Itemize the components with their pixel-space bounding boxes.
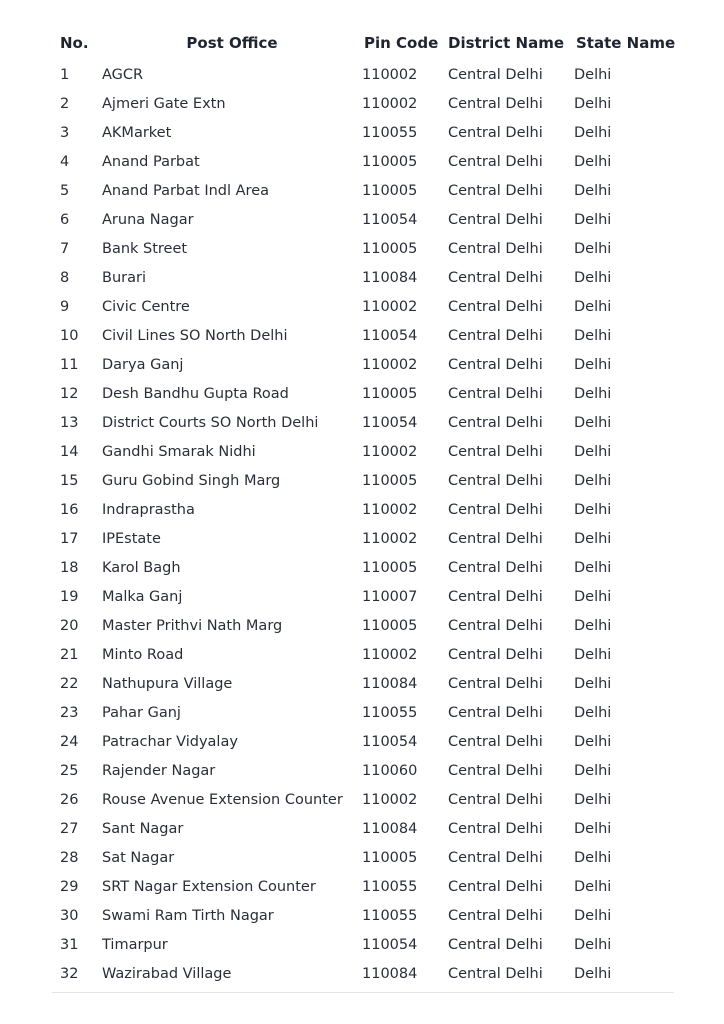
table-row [52, 350, 674, 379]
table-row [52, 640, 674, 669]
cell-pin-code: 110002 [362, 501, 418, 518]
cell-pin-code: 110005 [362, 385, 418, 402]
table-row [52, 669, 674, 698]
cell-state-name: Delhi [574, 95, 612, 112]
cell-district-name: Central Delhi [448, 588, 543, 605]
cell-no: 11 [60, 356, 79, 373]
table-row [52, 785, 674, 814]
cell-no: 27 [60, 820, 79, 837]
cell-no: 18 [60, 559, 79, 576]
cell-post-office: Pahar Ganj [102, 704, 181, 721]
cell-district-name: Central Delhi [448, 762, 543, 779]
cell-pin-code: 110055 [362, 704, 418, 721]
cell-state-name: Delhi [574, 588, 612, 605]
cell-post-office: Rouse Avenue Extension Counter [102, 791, 343, 808]
cell-pin-code: 110002 [362, 298, 418, 315]
cell-post-office: Malka Ganj [102, 588, 183, 605]
cell-pin-code: 110002 [362, 443, 418, 460]
cell-district-name: Central Delhi [448, 472, 543, 489]
cell-post-office: Patrachar Vidyalay [102, 733, 238, 750]
cell-pin-code: 110002 [362, 356, 418, 373]
cell-post-office: Guru Gobind Singh Marg [102, 472, 281, 489]
cell-no: 6 [60, 211, 70, 228]
cell-pin-code: 110055 [362, 907, 418, 924]
cell-state-name: Delhi [574, 66, 612, 83]
cell-state-name: Delhi [574, 240, 612, 257]
cell-post-office: Anand Parbat [102, 153, 200, 170]
cell-state-name: Delhi [574, 530, 612, 547]
cell-district-name: Central Delhi [448, 675, 543, 692]
table-row [52, 611, 674, 640]
cell-state-name: Delhi [574, 443, 612, 460]
cell-pin-code: 110005 [362, 240, 418, 257]
cell-post-office: Indraprastha [102, 501, 195, 518]
table-row [52, 553, 674, 582]
cell-state-name: Delhi [574, 269, 612, 286]
cell-post-office: Civil Lines SO North Delhi [102, 327, 288, 344]
table-row [52, 466, 674, 495]
cell-post-office: Swami Ram Tirth Nagar [102, 907, 274, 924]
table-bottom-divider [52, 992, 674, 993]
cell-pin-code: 110005 [362, 153, 418, 170]
cell-no: 28 [60, 849, 79, 866]
cell-pin-code: 110054 [362, 327, 418, 344]
cell-pin-code: 110005 [362, 472, 418, 489]
cell-no: 2 [60, 95, 70, 112]
cell-district-name: Central Delhi [448, 617, 543, 634]
table-row [52, 147, 674, 176]
cell-district-name: Central Delhi [448, 820, 543, 837]
cell-post-office: Burari [102, 269, 146, 286]
cell-state-name: Delhi [574, 965, 612, 982]
cell-pin-code: 110007 [362, 588, 418, 605]
cell-state-name: Delhi [574, 211, 612, 228]
cell-district-name: Central Delhi [448, 849, 543, 866]
cell-pin-code: 110005 [362, 617, 418, 634]
table-body [52, 60, 674, 988]
cell-pin-code: 110002 [362, 791, 418, 808]
cell-state-name: Delhi [574, 327, 612, 344]
cell-district-name: Central Delhi [448, 298, 543, 315]
cell-state-name: Delhi [574, 849, 612, 866]
table-header [52, 26, 674, 60]
cell-post-office: District Courts SO North Delhi [102, 414, 319, 431]
cell-district-name: Central Delhi [448, 240, 543, 257]
cell-state-name: Delhi [574, 472, 612, 489]
cell-post-office: Civic Centre [102, 298, 190, 315]
cell-pin-code: 110055 [362, 124, 418, 141]
cell-post-office: Karol Bagh [102, 559, 181, 576]
cell-no: 14 [60, 443, 79, 460]
cell-no: 31 [60, 936, 79, 953]
cell-pin-code: 110054 [362, 936, 418, 953]
cell-state-name: Delhi [574, 704, 612, 721]
table-row [52, 321, 674, 350]
cell-no: 8 [60, 269, 70, 286]
cell-pin-code: 110060 [362, 762, 418, 779]
cell-state-name: Delhi [574, 385, 612, 402]
cell-district-name: Central Delhi [448, 414, 543, 431]
table-row [52, 930, 674, 959]
cell-pin-code: 110084 [362, 965, 418, 982]
table-row [52, 89, 674, 118]
table-row [52, 843, 674, 872]
cell-district-name: Central Delhi [448, 878, 543, 895]
cell-post-office: Timarpur [102, 936, 168, 953]
cell-no: 26 [60, 791, 79, 808]
cell-no: 23 [60, 704, 79, 721]
table-row [52, 727, 674, 756]
cell-district-name: Central Delhi [448, 646, 543, 663]
table-row [52, 437, 674, 466]
header-state-name: State Name [576, 34, 676, 52]
cell-post-office: IPEstate [102, 530, 161, 547]
cell-district-name: Central Delhi [448, 965, 543, 982]
cell-state-name: Delhi [574, 791, 612, 808]
header-district-name: District Name [448, 34, 564, 52]
cell-no: 3 [60, 124, 70, 141]
cell-pin-code: 110054 [362, 733, 418, 750]
table-row [52, 524, 674, 553]
cell-no: 13 [60, 414, 79, 431]
cell-state-name: Delhi [574, 646, 612, 663]
cell-district-name: Central Delhi [448, 95, 543, 112]
cell-district-name: Central Delhi [448, 530, 543, 547]
cell-district-name: Central Delhi [448, 907, 543, 924]
table-row [52, 698, 674, 727]
cell-district-name: Central Delhi [448, 385, 543, 402]
cell-post-office: Aruna Nagar [102, 211, 194, 228]
cell-state-name: Delhi [574, 153, 612, 170]
cell-state-name: Delhi [574, 182, 612, 199]
cell-pin-code: 110005 [362, 182, 418, 199]
table-row [52, 205, 674, 234]
cell-pin-code: 110054 [362, 211, 418, 228]
table-row [52, 60, 674, 89]
cell-pin-code: 110002 [362, 530, 418, 547]
cell-no: 12 [60, 385, 79, 402]
cell-post-office: Bank Street [102, 240, 188, 257]
table-row [52, 234, 674, 263]
cell-no: 32 [60, 965, 79, 982]
header-row [52, 26, 674, 60]
table-row [52, 901, 674, 930]
cell-no: 29 [60, 878, 79, 895]
cell-no: 4 [60, 153, 70, 170]
table-row [52, 176, 674, 205]
cell-no: 16 [60, 501, 79, 518]
cell-district-name: Central Delhi [448, 327, 543, 344]
table-row [52, 118, 674, 147]
cell-pin-code: 110005 [362, 849, 418, 866]
cell-post-office: SRT Nagar Extension Counter [102, 878, 316, 895]
cell-state-name: Delhi [574, 356, 612, 373]
table-row [52, 263, 674, 292]
cell-state-name: Delhi [574, 907, 612, 924]
cell-district-name: Central Delhi [448, 704, 543, 721]
cell-state-name: Delhi [574, 820, 612, 837]
cell-district-name: Central Delhi [448, 124, 543, 141]
cell-district-name: Central Delhi [448, 356, 543, 373]
cell-post-office: Rajender Nagar [102, 762, 216, 779]
cell-post-office: AKMarket [102, 124, 172, 141]
table-row [52, 379, 674, 408]
cell-state-name: Delhi [574, 733, 612, 750]
header-pin-code: Pin Code [364, 34, 439, 52]
cell-district-name: Central Delhi [448, 443, 543, 460]
cell-post-office: Desh Bandhu Gupta Road [102, 385, 289, 402]
cell-no: 19 [60, 588, 79, 605]
cell-no: 9 [60, 298, 70, 315]
cell-no: 21 [60, 646, 79, 663]
cell-post-office: Sant Nagar [102, 820, 184, 837]
cell-post-office: Nathupura Village [102, 675, 233, 692]
table-row [52, 756, 674, 785]
cell-district-name: Central Delhi [448, 211, 543, 228]
cell-state-name: Delhi [574, 617, 612, 634]
cell-post-office: AGCR [102, 66, 144, 83]
cell-no: 20 [60, 617, 79, 634]
cell-pin-code: 110055 [362, 878, 418, 895]
header-post-office: Post Office [186, 34, 278, 52]
cell-state-name: Delhi [574, 559, 612, 576]
table-row [52, 408, 674, 437]
cell-district-name: Central Delhi [448, 791, 543, 808]
cell-no: 5 [60, 182, 70, 199]
cell-pin-code: 110002 [362, 95, 418, 112]
cell-state-name: Delhi [574, 414, 612, 431]
cell-pin-code: 110084 [362, 269, 418, 286]
cell-post-office: Master Prithvi Nath Marg [102, 617, 283, 634]
post-office-table-container [52, 26, 674, 993]
cell-post-office: Anand Parbat Indl Area [102, 182, 269, 199]
cell-post-office: Sat Nagar [102, 849, 175, 866]
cell-state-name: Delhi [574, 762, 612, 779]
cell-pin-code: 110054 [362, 414, 418, 431]
cell-district-name: Central Delhi [448, 559, 543, 576]
cell-no: 15 [60, 472, 79, 489]
cell-pin-code: 110084 [362, 820, 418, 837]
cell-district-name: Central Delhi [448, 936, 543, 953]
cell-no: 25 [60, 762, 79, 779]
cell-post-office: Minto Road [102, 646, 184, 663]
cell-no: 10 [60, 327, 79, 344]
cell-district-name: Central Delhi [448, 66, 543, 83]
cell-state-name: Delhi [574, 675, 612, 692]
cell-post-office: Ajmeri Gate Extn [102, 95, 226, 112]
cell-district-name: Central Delhi [448, 153, 543, 170]
cell-district-name: Central Delhi [448, 733, 543, 750]
table-row [52, 959, 674, 988]
cell-state-name: Delhi [574, 936, 612, 953]
table-row [52, 582, 674, 611]
cell-state-name: Delhi [574, 124, 612, 141]
cell-no: 1 [60, 66, 70, 83]
cell-post-office: Gandhi Smarak Nidhi [102, 443, 256, 460]
cell-state-name: Delhi [574, 501, 612, 518]
table-row [52, 872, 674, 901]
cell-state-name: Delhi [574, 298, 612, 315]
cell-no: 22 [60, 675, 79, 692]
cell-post-office: Wazirabad Village [102, 965, 232, 982]
cell-pin-code: 110005 [362, 559, 418, 576]
cell-pin-code: 110084 [362, 675, 418, 692]
cell-district-name: Central Delhi [448, 269, 543, 286]
table-row [52, 495, 674, 524]
cell-district-name: Central Delhi [448, 501, 543, 518]
cell-no: 30 [60, 907, 79, 924]
cell-pin-code: 110002 [362, 66, 418, 83]
header-no: No. [60, 34, 89, 52]
cell-no: 24 [60, 733, 79, 750]
cell-district-name: Central Delhi [448, 182, 543, 199]
post-office-table [52, 26, 674, 988]
table-row [52, 292, 674, 321]
cell-pin-code: 110002 [362, 646, 418, 663]
cell-state-name: Delhi [574, 878, 612, 895]
cell-no: 7 [60, 240, 70, 257]
table-row [52, 814, 674, 843]
cell-post-office: Darya Ganj [102, 356, 184, 373]
cell-no: 17 [60, 530, 79, 547]
